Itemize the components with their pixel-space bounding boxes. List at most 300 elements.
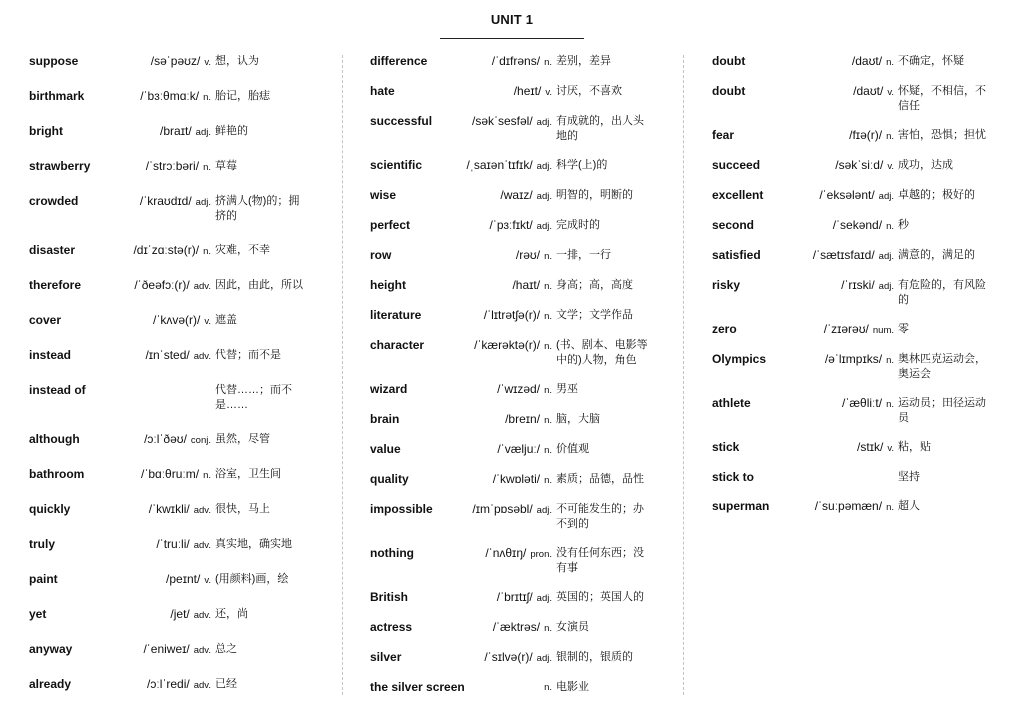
vocab-entry (370, 382, 660, 398)
vocab-entry (370, 680, 660, 695)
entry-pos: v. (887, 443, 894, 454)
entry-pos: n. (886, 502, 894, 513)
entry-head (370, 680, 552, 695)
vocab-entry (29, 432, 319, 448)
entry-meaning: 运动员；田径运动员 (898, 397, 986, 424)
entry-phonetic: /jet/ (170, 607, 190, 621)
entry-pronunciation-group (835, 158, 894, 174)
entry-phonetic: /ˈnʌθɪŋ/ (485, 546, 527, 560)
entry-phonetic: /ˈbɜːθmɑːk/ (140, 89, 200, 103)
entry-word: successful (370, 114, 433, 128)
entry-head (712, 440, 894, 456)
entry-phonetic: /ˈpɜːfɪkt/ (489, 218, 533, 232)
entry-head (29, 432, 211, 448)
entry-word: although (29, 432, 80, 446)
entry-meaning: 素质；品德，品性 (556, 473, 644, 485)
entry-pronunciation-group (842, 396, 894, 412)
vocab-entry (370, 188, 660, 204)
vocab-entry (712, 322, 1002, 338)
entry-pos: v. (887, 87, 894, 98)
entry-pronunciation-group (493, 620, 552, 636)
entry-pronunciation-group (134, 278, 211, 294)
entry-word: value (370, 442, 401, 456)
entry-pos: n. (203, 92, 211, 103)
vocab-entry (712, 188, 1002, 204)
entry-head (370, 84, 552, 100)
entry-meaning: 虽然，尽管 (215, 433, 270, 445)
entry-meaning: 奥林匹克运动会，奥运会 (898, 353, 986, 380)
entry-word: quickly (29, 502, 71, 516)
entry-pos: adj. (878, 191, 894, 202)
entry-head (29, 54, 211, 70)
entry-pos: adj. (536, 653, 552, 664)
vocab-entry (29, 642, 319, 658)
entry-pos: v. (204, 57, 211, 68)
entry-word: bathroom (29, 467, 85, 481)
entry-phonetic: /fɪə(r)/ (849, 128, 883, 142)
vocab-entry (712, 248, 1002, 264)
entry-head (29, 124, 211, 140)
entry-meaning: 零 (898, 323, 909, 335)
entry-phonetic: /ˈkwɒləti/ (492, 472, 541, 486)
entry-head (29, 642, 211, 658)
vocab-entry (29, 159, 319, 175)
entry-pos: v. (204, 575, 211, 586)
entry-word: silver (370, 650, 402, 664)
entry-meaning: 明智的，明断的 (556, 189, 633, 201)
entry-meaning: 文学；文学作品 (556, 309, 633, 321)
entry-pronunciation-group (497, 442, 552, 458)
entry-phonetic: /ˈsætɪsfaɪd/ (812, 248, 875, 262)
vocab-entry (29, 89, 319, 105)
entry-head (370, 248, 552, 264)
entry-head (712, 470, 894, 485)
entry-pronunciation-group (813, 248, 894, 264)
entry-head (29, 348, 211, 364)
vocab-entry (370, 158, 660, 174)
entry-pronunciation-group (484, 308, 552, 324)
entry-pos: adv. (193, 540, 211, 551)
entry-pos: adv. (193, 645, 211, 656)
entry-meaning: 不确定，怀疑 (898, 55, 964, 67)
column-divider (342, 55, 343, 695)
entry-head (712, 352, 894, 368)
entry-phonetic: /ˈeniweɪ/ (143, 642, 190, 656)
entry-pos: n. (544, 385, 552, 396)
entry-word: satisfied (712, 248, 761, 262)
entry-word: bright (29, 124, 63, 138)
entry-head (712, 54, 894, 70)
entry-pos: num. (872, 325, 894, 336)
entry-word: hate (370, 84, 395, 98)
entry-word: strawberry (29, 159, 91, 173)
entry-pos: n. (886, 399, 894, 410)
entry-meaning: 价值观 (556, 443, 589, 455)
entry-pos: adj. (878, 281, 894, 292)
entry-word: stick (712, 440, 740, 454)
vocab-entry (712, 84, 1002, 114)
entry-pos: adj. (195, 197, 211, 208)
entry-pos: n. (886, 57, 894, 68)
entry-meaning: 完成时的 (556, 219, 600, 231)
entry-phonetic: /ˈsekənd/ (832, 218, 883, 232)
entry-pos: n. (886, 355, 894, 366)
entry-word: wizard (370, 382, 408, 396)
entry-phonetic: /ˌsaɪənˈtɪfɪk/ (466, 158, 533, 172)
entry-pronunciation-group (474, 338, 552, 354)
entry-phonetic: /ˈeksələnt/ (819, 188, 875, 202)
entry-pos: n. (203, 162, 211, 173)
entry-meaning: 讨厌，不喜欢 (556, 85, 622, 97)
entry-head (370, 218, 552, 234)
entry-meaning: 还，尚 (215, 608, 248, 620)
entry-head (370, 650, 552, 666)
entry-head (29, 313, 211, 329)
entry-word: cover (29, 313, 62, 327)
vocab-entry (370, 114, 660, 144)
entry-phonetic: /səkˈsesfəl/ (471, 114, 533, 128)
entry-meaning: 粘，贴 (898, 441, 931, 453)
entry-phonetic: /ˈzɪərəʊ/ (823, 322, 869, 336)
entry-pronunciation-group (151, 54, 211, 70)
vocab-entry (29, 502, 319, 518)
entry-meaning: 怀疑，不相信，不信任 (898, 85, 986, 112)
entry-pos: n. (544, 251, 552, 262)
entry-phonetic: /ˈlɪtrətʃə(r)/ (483, 308, 541, 322)
entry-pronunciation-group (514, 84, 552, 100)
entry-phonetic: /səkˈsiːd/ (835, 158, 884, 172)
entry-pronunciation-group (490, 218, 552, 234)
entry-pos: adv. (193, 505, 211, 516)
entry-pos: adj. (878, 251, 894, 262)
vocab-entry (370, 412, 660, 428)
entry-phonetic: /haɪt/ (512, 278, 541, 292)
unit-title: UNIT 1 (490, 12, 534, 27)
vocab-entry (370, 338, 660, 368)
entry-head (712, 322, 894, 338)
vocab-entry (29, 54, 319, 70)
vocab-entry (712, 278, 1002, 308)
entry-word: brain (370, 412, 400, 426)
entry-pos: pron. (530, 549, 552, 560)
entry-word: excellent (712, 188, 764, 202)
vocab-entry (712, 218, 1002, 234)
entry-phonetic: /ˈvæljuː/ (497, 442, 541, 456)
entry-pos: adj. (536, 117, 552, 128)
entry-pronunciation-group (852, 54, 894, 70)
vocab-entry (712, 396, 1002, 426)
entry-pos: adj. (195, 127, 211, 138)
entry-pronunciation-group (485, 546, 552, 562)
entry-word: quality (370, 472, 409, 486)
entry-phonetic: /ˈtruːli/ (156, 537, 190, 551)
entry-word: character (370, 338, 425, 352)
entry-head (370, 502, 552, 518)
entry-word: doubt (712, 54, 746, 68)
entry-pronunciation-group (849, 128, 894, 144)
vocab-entry (712, 128, 1002, 144)
entry-pos: n. (203, 246, 211, 257)
entry-meaning: 草莓 (215, 160, 237, 172)
entry-pos: adv. (193, 351, 211, 362)
entry-meaning: 差别，差异 (556, 55, 611, 67)
entry-meaning: 灾难，不幸 (215, 244, 270, 256)
entry-meaning: 科学(上)的 (556, 159, 608, 171)
entry-meaning: (书、剧本、电影等中的)人物，角色 (556, 339, 648, 366)
entry-meaning: 代替；而不是 (215, 349, 281, 361)
vocab-entry (29, 194, 319, 224)
entry-phonetic: /peɪnt/ (166, 572, 201, 586)
entry-head (712, 278, 894, 294)
entry-phonetic: /səˈpəʊz/ (150, 54, 201, 68)
entry-meaning: 男巫 (556, 383, 578, 395)
entry-word: athlete (712, 396, 751, 410)
vocab-entry (29, 313, 319, 329)
title-underline (440, 38, 584, 39)
vocab-entry (29, 537, 319, 553)
entry-pronunciation-group (143, 642, 211, 658)
entry-pronunciation-group (841, 278, 894, 294)
entry-meaning: (用颜料)画，绘 (215, 573, 289, 585)
entry-meaning: 英国的；英国人的 (556, 591, 644, 603)
entry-pronunciation-group (484, 650, 552, 666)
entry-pronunciation-group (512, 278, 552, 294)
entry-meaning: 电影业 (556, 681, 589, 693)
entry-pos: conj. (190, 435, 211, 446)
entry-word: yet (29, 607, 47, 621)
entry-phonetic: /ˈæktrəs/ (492, 620, 541, 634)
entry-head (29, 383, 211, 398)
entry-pronunciation-group (492, 54, 552, 70)
vocab-column-1 (29, 54, 319, 712)
vocab-column-3 (712, 54, 1002, 529)
entry-head (370, 308, 552, 324)
entry-word: perfect (370, 218, 411, 232)
entry-head (370, 338, 552, 354)
entry-word: superman (712, 499, 770, 513)
entry-phonetic: /rəʊ/ (515, 248, 541, 262)
entry-pos: adv. (193, 610, 211, 621)
entry-head (29, 89, 211, 105)
entry-phonetic: /daʊt/ (853, 84, 884, 98)
entry-head (29, 677, 211, 693)
entry-word: nothing (370, 546, 414, 560)
entry-phonetic: /ˈðeəfɔː(r)/ (134, 278, 190, 292)
entry-head (29, 502, 211, 518)
entry-pronunciation-group (149, 502, 211, 518)
entry-head (370, 278, 552, 294)
entry-pos: n. (544, 623, 552, 634)
entry-phonetic: /ɔːlˈredi/ (147, 677, 190, 691)
vocab-entry (29, 348, 319, 364)
entry-phonetic: /ˈbɑːθruːm/ (141, 467, 200, 481)
entry-word: actress (370, 620, 413, 634)
entry-pos: adj. (536, 161, 552, 172)
entry-head (29, 243, 211, 259)
entry-pos: n. (886, 221, 894, 232)
entry-pos: adj. (536, 191, 552, 202)
entry-head (712, 158, 894, 174)
entry-pos: n. (203, 470, 211, 481)
vocab-column-2 (370, 54, 660, 709)
entry-pronunciation-group (147, 677, 211, 693)
entry-word: difference (370, 54, 428, 68)
entry-pronunciation-group (497, 382, 552, 398)
entry-meaning: 代替……；而不是…… (215, 384, 292, 411)
entry-meaning: 有成就的，出人头地的 (556, 115, 644, 142)
entry-pos: v. (204, 316, 211, 327)
entry-word: impossible (370, 502, 433, 516)
vocab-entry (370, 248, 660, 264)
entry-word: birthmark (29, 89, 85, 103)
entry-pronunciation-group (144, 432, 211, 448)
entry-head (712, 188, 894, 204)
entry-pronunciation-group (824, 322, 894, 338)
entry-word: risky (712, 278, 741, 292)
column-divider (683, 55, 684, 695)
entry-pronunciation-group (819, 188, 894, 204)
entry-word: anyway (29, 642, 73, 656)
vocab-entry (29, 124, 319, 140)
entry-pronunciation-group (170, 607, 211, 623)
entry-pronunciation-group (857, 440, 894, 456)
vocab-entry (712, 440, 1002, 456)
vocab-entry (29, 467, 319, 483)
entry-word: instead (29, 348, 72, 362)
entry-head (712, 128, 894, 144)
vocab-entry (370, 278, 660, 294)
entry-phonetic: /ˈrɪski/ (841, 278, 875, 292)
vocab-entry (29, 383, 319, 413)
entry-pos: v. (887, 161, 894, 172)
entry-meaning: 不可能发生的；办不到的 (556, 503, 644, 530)
entry-meaning: 超人 (898, 500, 920, 512)
entry-word: row (370, 248, 392, 262)
entry-head (712, 248, 894, 264)
vocab-entry (29, 677, 319, 693)
entry-meaning: 脑，大脑 (556, 413, 600, 425)
entry-head (712, 396, 894, 412)
entry-meaning: 坚持 (898, 471, 920, 483)
entry-pronunciation-group (141, 467, 211, 483)
entry-meaning: 没有任何东西；没有事 (556, 547, 644, 574)
entry-pos: n. (544, 341, 552, 352)
entry-meaning: 满意的，满足的 (898, 249, 975, 261)
vocab-entry (712, 470, 1002, 485)
entry-head (29, 572, 211, 588)
entry-head (370, 442, 552, 458)
entry-phonetic: /ɪmˈpɒsəbl/ (472, 502, 533, 516)
entry-word: disaster (29, 243, 76, 257)
entry-phonetic: /ˈkærəktə(r)/ (474, 338, 541, 352)
entry-phonetic: /ˈbrɪtɪʃ/ (496, 590, 533, 604)
entry-word: literature (370, 308, 422, 322)
entry-pos: adj. (536, 221, 552, 232)
entry-pronunciation-group (160, 124, 211, 140)
entry-meaning: 因此，由此，所以 (215, 279, 303, 291)
vocab-entry (712, 54, 1002, 70)
entry-meaning: 鲜艳的 (215, 125, 248, 137)
entry-pronunciation-group (140, 194, 211, 210)
entry-pos: n. (886, 131, 894, 142)
entry-head (370, 620, 552, 636)
entry-meaning: 遮盖 (215, 314, 237, 326)
vocab-entry (370, 590, 660, 606)
entry-meaning: 银制的，银质的 (556, 651, 633, 663)
entry-pronunciation-group (472, 114, 552, 130)
entry-head (370, 188, 552, 204)
vocab-entry (370, 442, 660, 458)
entry-phonetic: /ˈkraʊdɪd/ (139, 194, 192, 208)
entry-pronunciation-group (472, 502, 552, 518)
entry-phonetic: /waɪz/ (500, 188, 533, 202)
entry-pos: adj. (536, 505, 552, 516)
entry-phonetic: /ˈkwɪkli/ (148, 502, 190, 516)
entry-head (370, 158, 552, 174)
entry-pos: adv. (193, 680, 211, 691)
vocab-entry (370, 84, 660, 100)
entry-word: second (712, 218, 755, 232)
entry-pronunciation-group (540, 680, 552, 695)
entry-meaning: 有危险的，有风险的 (898, 279, 986, 306)
vocab-entry (370, 308, 660, 324)
vocab-entry (370, 546, 660, 576)
entry-phonetic: /ˈsɪlvə(r)/ (484, 650, 533, 664)
entry-meaning: 成功，达成 (898, 159, 953, 171)
entry-word: stick to (712, 470, 755, 484)
entry-pos: n. (544, 311, 552, 322)
entry-word: truly (29, 537, 56, 551)
entry-pronunciation-group (153, 313, 211, 329)
vocab-entry (29, 607, 319, 623)
entry-pos: v. (545, 87, 552, 98)
entry-phonetic: /dɪˈzɑːstə(r)/ (133, 243, 200, 257)
entry-pronunciation-group (146, 159, 211, 175)
entry-pronunciation-group (140, 89, 211, 105)
entry-pos: adv. (193, 281, 211, 292)
entry-head (29, 159, 211, 175)
entry-word: already (29, 677, 72, 691)
vocab-entry (370, 620, 660, 636)
entry-pos: n. (544, 57, 552, 68)
entry-phonetic: /heɪt/ (513, 84, 542, 98)
entry-pos: n. (544, 281, 552, 292)
entry-phonetic: /ˈstrɔːbəri/ (145, 159, 200, 173)
vocab-entry (370, 650, 660, 666)
entry-pos: adj. (536, 593, 552, 604)
vocab-entry (29, 572, 319, 588)
entry-head (712, 84, 894, 100)
entry-word: British (370, 590, 409, 604)
entry-head (370, 114, 552, 130)
entry-word: paint (29, 572, 58, 586)
entry-meaning: 卓越的；极好的 (898, 189, 975, 201)
entry-meaning: 想，认为 (215, 55, 259, 67)
entry-meaning: 浴室，卫生间 (215, 468, 281, 480)
vocab-entry (370, 472, 660, 488)
entry-meaning: 一排，一行 (556, 249, 611, 261)
entry-pronunciation-group (156, 537, 211, 553)
entry-pos: n. (544, 445, 552, 456)
entry-word: zero (712, 322, 737, 336)
entry-head (29, 278, 211, 294)
entry-phonetic: /stɪk/ (857, 440, 884, 454)
vocab-entry (29, 278, 319, 294)
entry-head (370, 54, 552, 70)
entry-word: Olympics (712, 352, 767, 366)
entry-pronunciation-group (825, 352, 894, 368)
entry-head (712, 499, 894, 515)
